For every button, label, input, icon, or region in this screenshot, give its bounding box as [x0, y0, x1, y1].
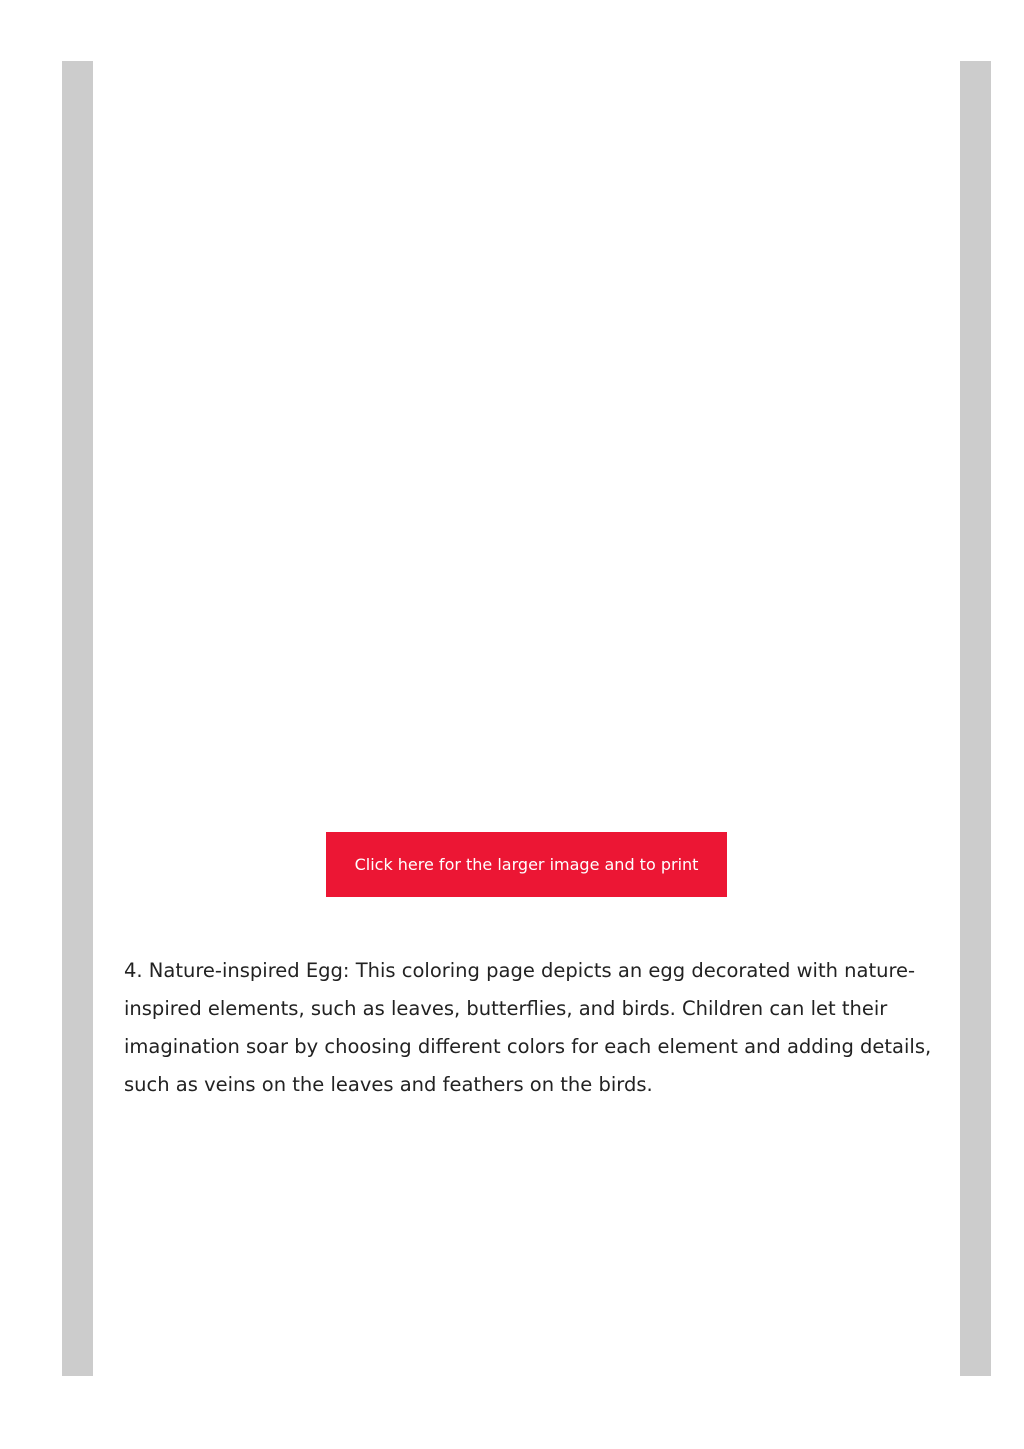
- coloring-image-area: [93, 61, 960, 831]
- left-side-bar: [62, 61, 93, 1376]
- right-side-bar: [960, 61, 991, 1376]
- article-paragraph: 4. Nature-inspired Egg: This coloring page depicts an egg decorated with nature-inspired elements, such as leaves, butterflies, and birds. Children can let their imagination soar by choosing different colors for each element and adding details, such as veins on the leaves and feathers on the birds.: [124, 959, 932, 1096]
- print-larger-image-button[interactable]: Click here for the larger image and to print: [326, 832, 727, 897]
- content-area: [93, 61, 960, 1376]
